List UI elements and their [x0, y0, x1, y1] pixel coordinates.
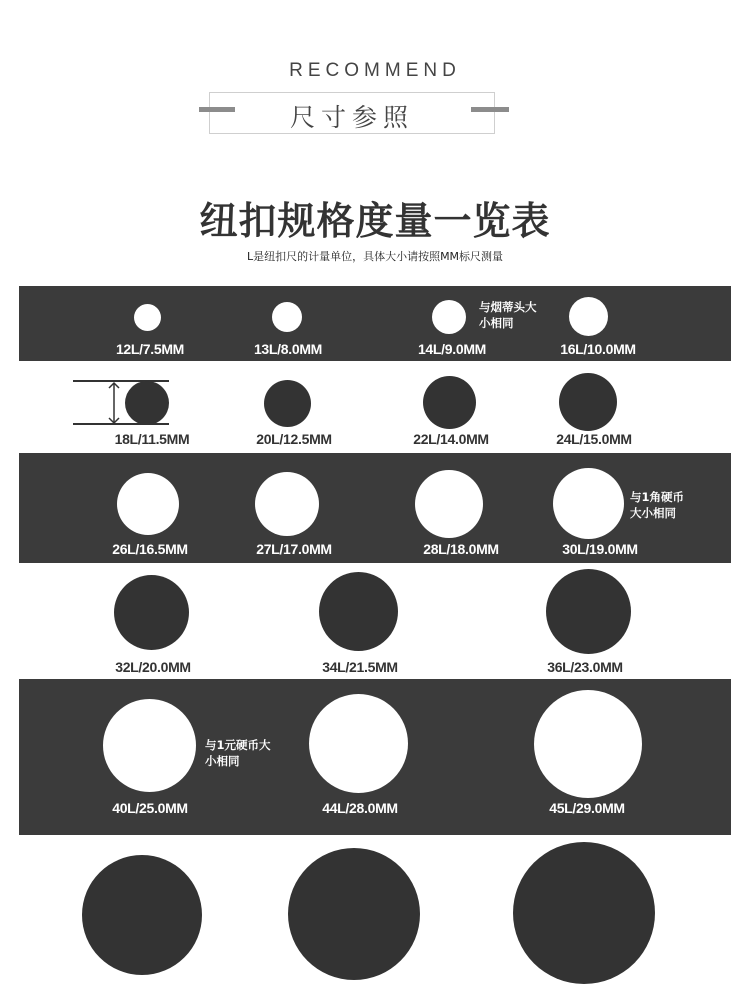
- unit-note: L是纽扣尺的计量单位，具体大小请按照MM标尺测量: [246, 250, 504, 263]
- annotation-10-cent-coin: 与1角硬币 大小相同: [630, 490, 685, 520]
- size-label-20l: 20L/12.5MM: [256, 431, 332, 447]
- button-circle-13l: [272, 302, 302, 332]
- size-label-22l: 22L/14.0MM: [413, 431, 489, 447]
- button-circle-26l: [117, 473, 179, 535]
- size-label-24l: 24L/15.0MM: [556, 431, 632, 447]
- button-circle-row6-3: [513, 842, 655, 984]
- button-circle-36l: [546, 569, 631, 654]
- button-circle-45l: [534, 690, 642, 798]
- size-label-44l: 44L/28.0MM: [322, 800, 398, 816]
- size-label-45l: 45L/29.0MM: [549, 800, 625, 816]
- size-label-26l: 26L/16.5MM: [112, 541, 188, 557]
- button-circle-34l: [319, 572, 398, 651]
- button-circle-30l: [553, 468, 624, 539]
- button-circle-14l: [432, 300, 466, 334]
- button-circle-27l: [255, 472, 319, 536]
- size-label-34l: 34L/21.5MM: [322, 659, 398, 675]
- size-label-27l: 27L/17.0MM: [256, 541, 332, 557]
- size-label-40l: 40L/25.0MM: [112, 800, 188, 816]
- button-circle-row6-1: [82, 855, 202, 975]
- button-circle-22l: [423, 376, 476, 429]
- size-label-16l: 16L/10.0MM: [560, 341, 636, 357]
- button-circle-20l: [264, 380, 311, 427]
- button-circle-16l: [569, 297, 608, 336]
- size-label-32l: 32L/20.0MM: [115, 659, 191, 675]
- subtitle-text: 尺寸参照: [289, 103, 414, 132]
- button-circle-28l: [415, 470, 483, 538]
- button-circle-18l: [125, 381, 169, 425]
- size-label-30l: 30L/19.0MM: [562, 541, 638, 557]
- size-label-12l: 12L/7.5MM: [115, 341, 185, 357]
- size-label-36l: 36L/23.0MM: [547, 659, 623, 675]
- button-circle-12l: [134, 304, 161, 331]
- button-circle-24l: [559, 373, 617, 431]
- button-circle-40l: [103, 699, 196, 792]
- recommend-heading: RECOMMEND: [289, 60, 461, 81]
- annotation-cigarette-size: 与烟蒂头大 小相同: [479, 300, 537, 330]
- size-label-14l: 14L/9.0MM: [417, 341, 487, 357]
- page-title: 纽扣规格度量一览表: [199, 199, 551, 243]
- measure-arrow-icon: [104, 380, 124, 426]
- button-circle-44l: [309, 694, 408, 793]
- button-circle-row6-2: [288, 848, 420, 980]
- button-circle-32l: [114, 575, 189, 650]
- size-label-18l: 18L/11.5MM: [114, 431, 190, 447]
- annotation-1-yuan-coin: 与1元硬币大 小相同: [205, 738, 271, 768]
- size-label-13l: 13L/8.0MM: [253, 341, 323, 357]
- size-label-28l: 28L/18.0MM: [423, 541, 499, 557]
